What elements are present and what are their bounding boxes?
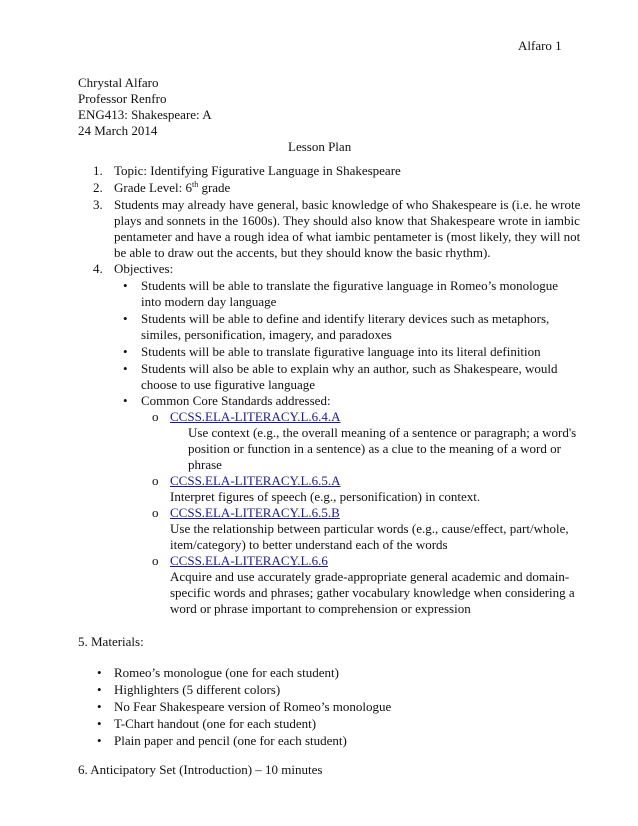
bullet-marker: • [97,733,102,748]
standard-link-l-6-4-a[interactable]: CCSS.ELA-LITERACY.L.6.4.A [170,409,341,424]
objective-line: choose to use figurative language [141,377,315,392]
standard-description: Interpret figures of speech (e.g., personification) in context. [170,489,481,504]
sub-bullet-marker: o [152,505,159,520]
student-name: Chrystal Alfaro [78,75,159,90]
standard-description: phrase [188,457,222,472]
bullet-marker: • [123,278,128,293]
standard-description: position or function in a sentence) as a clue to the meaning of a word or [188,441,561,456]
material-item: No Fear Shakespeare version of Romeo’s monologue [114,699,392,714]
standard-link-l-6-5-b[interactable]: CCSS.ELA-LITERACY.L.6.5.B [170,505,340,520]
material-item: Highlighters (5 different colors) [114,682,281,697]
sub-bullet-marker: o [152,553,159,568]
sub-bullet-marker: o [152,473,159,488]
objective-line: Students will also be able to explain why an author, such as Shakespeare, would [141,361,558,376]
paragraph-line: plays and sonnets in the 1600s). They should also know that Shakespeare wrote in iambic [114,213,580,228]
list-number: 1. [93,163,103,178]
standard-description: Use context (e.g., the overall meaning of a sentence or paragraph; a word's [188,425,577,440]
paragraph-line: Students may already have general, basic knowledge of who Shakespeare is (i.e. he wrote [114,197,581,212]
standard-description: Acquire and use accurately grade-appropriate general academic and domain- [170,569,570,584]
bullet-marker: • [97,716,102,731]
list-number: 4. [93,261,103,276]
paragraph-line: pentameter and have a rough idea of what iambic pentameter is (most likely, they will not [114,229,581,244]
objective-line: into modern day language [141,294,277,309]
standard-description: item/category) to better understand each of the words [170,537,448,552]
date: 24 March 2014 [78,123,158,138]
standard-description: specific words and phrases; gather vocabulary knowledge when considering a [170,585,575,600]
topic-text: Topic: Identifying Figurative Language in Shakespeare [114,163,401,178]
objective-line: similes, personification, imagery, and paradoxes [141,327,392,342]
bullet-marker: • [123,344,128,359]
standard-link-l-6-6[interactable]: CCSS.ELA-LITERACY.L.6.6 [170,553,328,568]
standard-description: word or phrase important to comprehension or expression [170,601,471,616]
list-number: 3. [93,197,103,212]
anticipatory-set-heading: 6. Anticipatory Set (Introduction) – 10 minutes [78,762,323,777]
running-head: Alfaro 1 [518,38,562,53]
professor-name: Professor Renfro [78,91,167,106]
standard-link-l-6-5-a[interactable]: CCSS.ELA-LITERACY.L.6.5.A [170,473,341,488]
objectives-label: Objectives: [114,261,174,276]
bullet-marker: • [97,682,102,697]
material-item: Plain paper and pencil (one for each student) [114,733,347,748]
grade-level-text: Grade Level: 6th grade [114,180,231,195]
sub-bullet-marker: o [152,409,159,424]
list-number: 2. [93,180,103,195]
material-item: T-Chart handout (one for each student) [114,716,317,731]
objective-line: Students will be able to translate figurative language into its literal definition [141,344,541,359]
page-title: Lesson Plan [288,139,352,154]
bullet-marker: • [123,361,128,376]
objective-line: Common Core Standards addressed: [141,393,331,408]
materials-heading: 5. Materials: [78,634,144,649]
bullet-marker: • [123,393,128,408]
bullet-marker: • [97,665,102,680]
standard-description: Use the relationship between particular words (e.g., cause/effect, part/whole, [170,521,569,536]
paragraph-line: be able to draw out the accents, but they should know the basic rhythm). [114,245,491,260]
bullet-marker: • [97,699,102,714]
bullet-marker: • [123,311,128,326]
course-name: ENG413: Shakespeare: A [78,107,212,122]
objective-line: Students will be able to translate the figurative language in Romeo’s monologue [141,278,558,293]
material-item: Romeo’s monologue (one for each student) [114,665,339,680]
objective-line: Students will be able to define and identify literary devices such as metaphors, [141,311,550,326]
